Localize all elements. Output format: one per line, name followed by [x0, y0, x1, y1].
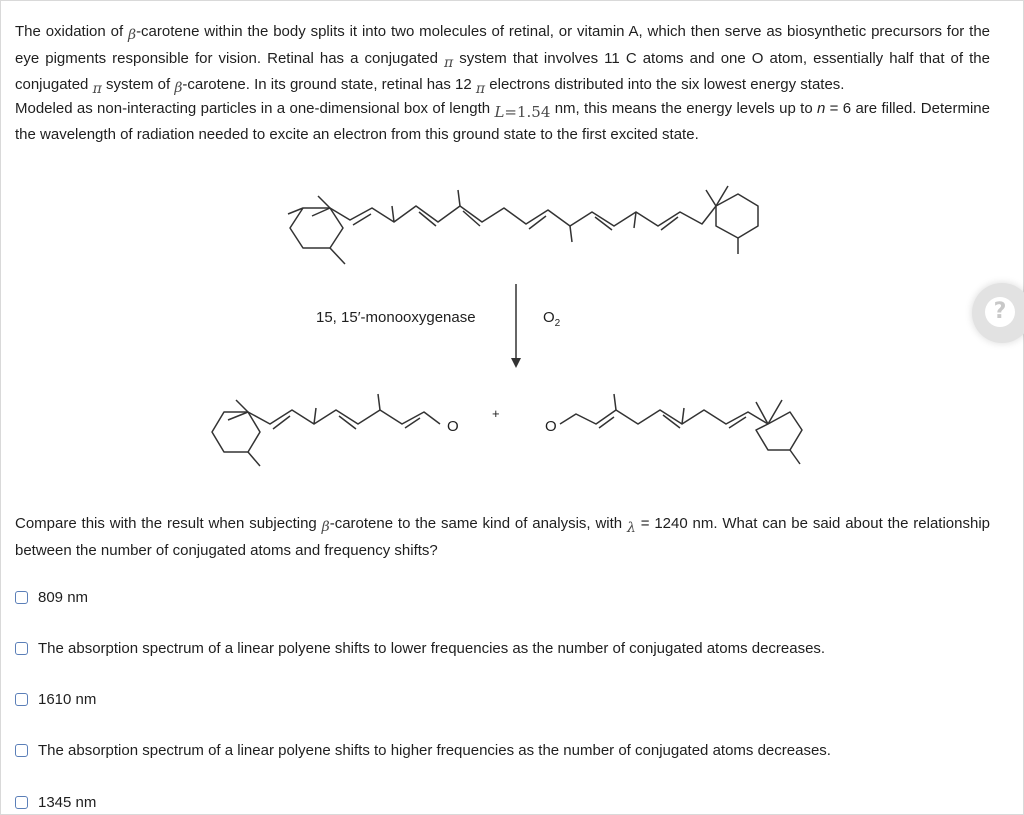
option-1345nm[interactable]	[15, 794, 96, 811]
oxygen-reagent-label: $O_2$	[543, 309, 561, 329]
question-paragraph-2: Modeled as non-interacting particles in a one-dimensional box of length L=1.54 nm, this means the energy levels up to n = 6 are filled. Determine the wavelength of radiation needed to excite an electron from this ground state to the first excited state.	[15, 100, 990, 143]
checkbox[interactable]	[15, 693, 28, 706]
question-mark-icon: ?	[985, 297, 1015, 327]
option-label: The absorption spectrum of a linear polyene shifts to lower frequencies as the number of conjugated atoms decreases.	[38, 640, 826, 657]
option-1610nm[interactable]	[15, 691, 96, 708]
help-button[interactable]	[972, 283, 1024, 343]
question-paragraph-3: Compare this with the result when subjecting β-carotene to the same kind of analysis, with λ = 1240 nm. What can be said about the relationship between the number of conjugated atoms and frequency shifts?	[15, 515, 990, 559]
option-label: 809 nm	[38, 589, 89, 606]
checkbox[interactable]	[15, 744, 28, 757]
checkbox[interactable]	[15, 642, 28, 655]
option-label: The absorption spectrum of a linear polyene shifts to higher frequencies as the number of conjugated atoms decreases.	[38, 742, 831, 759]
checkbox[interactable]	[15, 796, 28, 809]
question-paragraph-1: The oxidation of β-carotene within the body splits it into two molecules of retinal, or vitamin A, which then serve as biosynthetic precursors for the eye pigments responsible for vision. Retinal has a conjugated π system that involves 11 C atoms and one O atom, essentially half that of the conjugated π system of β-carotene. In its ground state, retinal has 12 π electrons distributed into the six lowest energy states.	[15, 23, 991, 97]
checkbox[interactable]	[15, 591, 28, 604]
option-809nm[interactable]	[15, 589, 88, 606]
enzyme-label: 15, 15′-monooxygenase	[316, 309, 476, 326]
option-lower-frequencies[interactable]	[15, 640, 825, 657]
option-higher-frequencies[interactable]	[15, 742, 831, 759]
right-retinal-oxygen: O	[545, 418, 557, 435]
plus-sign: +	[492, 406, 500, 421]
left-retinal-oxygen: O	[447, 418, 459, 435]
option-label: 1610 nm	[38, 691, 97, 708]
option-label: 1345 nm	[38, 794, 97, 811]
